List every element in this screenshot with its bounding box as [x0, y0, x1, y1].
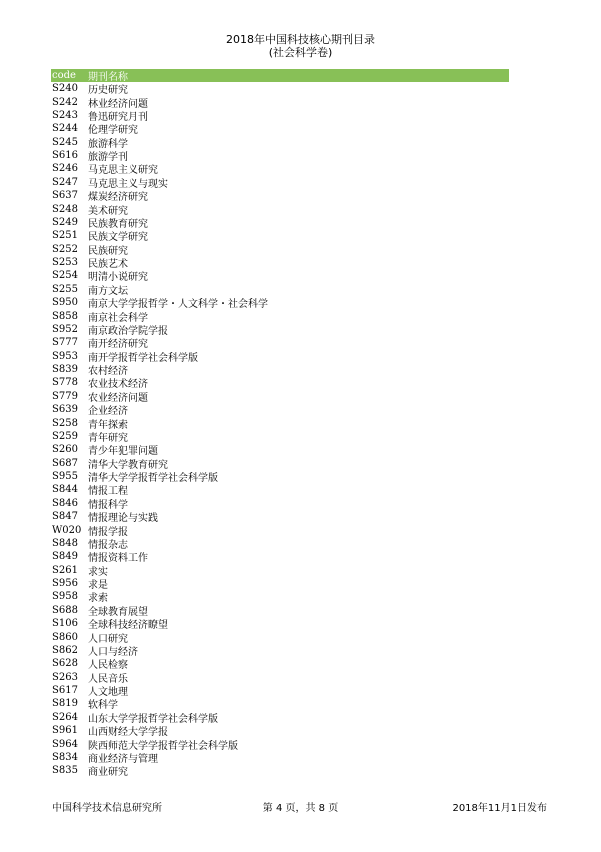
journal-name: 人民音乐: [88, 673, 128, 685]
journal-code: S258: [52, 417, 78, 429]
journal-name: 南京大学学报哲学・人文科学・社会科学: [88, 299, 268, 311]
journal-code: S844: [52, 484, 78, 496]
journal-name: 南方文坛: [88, 285, 128, 297]
journal-code: S255: [52, 283, 78, 295]
journal-name: 民族研究: [88, 245, 128, 257]
journal-name: 情报科学: [88, 499, 128, 511]
table-row: [51, 109, 509, 122]
table-row: [51, 523, 509, 536]
table-row: [51, 737, 509, 750]
table-row: [51, 336, 509, 349]
document-subtitle: (社会科学卷): [268, 46, 333, 59]
table-row: [51, 697, 509, 710]
table-row: [51, 269, 509, 282]
journal-name: 求是: [88, 580, 108, 592]
journal-name: 农业经济问题: [88, 392, 148, 404]
table-row: [51, 162, 509, 175]
journal-code: S242: [52, 96, 78, 108]
journal-code: S246: [52, 163, 78, 175]
table-row: [51, 617, 509, 630]
table-row: [51, 671, 509, 684]
table-row: [51, 229, 509, 242]
journal-code: S106: [52, 618, 78, 630]
journal-code: S247: [52, 176, 78, 188]
journal-name: 民族文学研究: [88, 232, 148, 244]
journal-code: S849: [52, 551, 78, 563]
journal-code: S958: [52, 591, 78, 603]
table-row: [51, 590, 509, 603]
table-row: [51, 430, 509, 443]
journal-name: 青年探索: [88, 419, 128, 431]
journal-code: S263: [52, 671, 78, 683]
table-row: [51, 309, 509, 322]
journal-code: S950: [52, 297, 78, 309]
journal-name: 人口与经济: [88, 646, 138, 658]
journal-code: S245: [52, 136, 78, 148]
journal-name: 情报学报: [88, 526, 128, 538]
table-row: [51, 416, 509, 429]
journal-code: S848: [52, 537, 78, 549]
journal-name: 全球教育展望: [88, 606, 148, 618]
journal-name: 陕西师范大学学报哲学社会科学版: [88, 740, 238, 752]
journal-name: 软科学: [88, 700, 118, 712]
journal-code: S637: [52, 190, 78, 202]
journal-code: S259: [52, 430, 78, 442]
journal-code: S260: [52, 444, 78, 456]
journal-name: 企业经济: [88, 406, 128, 418]
journal-code: S779: [52, 390, 78, 402]
journal-name: 美术研究: [88, 205, 128, 217]
journal-code: S628: [52, 658, 78, 670]
table-row: [51, 443, 509, 456]
journal-code: S240: [52, 83, 78, 95]
journal-name: 清华大学学报哲学社会科学版: [88, 473, 218, 485]
journal-code: S839: [52, 364, 78, 376]
journal-code: S860: [52, 631, 78, 643]
journal-name: 情报杂志: [88, 539, 128, 551]
journal-code: S858: [52, 310, 78, 322]
journal-code: S847: [52, 511, 78, 523]
footer-page-number: 第 4 页，共 8 页: [262, 803, 339, 814]
journal-name: 求索: [88, 593, 108, 605]
journal-code: S264: [52, 711, 78, 723]
journal-name: 情报工程: [88, 486, 128, 498]
journal-code: S778: [52, 377, 78, 389]
table-row: [51, 95, 509, 108]
table-row: [51, 684, 509, 697]
table-row: [51, 350, 509, 363]
journal-code: S834: [52, 751, 78, 763]
journal-code: S687: [52, 457, 78, 469]
table-row: [51, 483, 509, 496]
journal-code: S251: [52, 230, 78, 242]
journal-name: 明清小说研究: [88, 272, 148, 284]
table-row: [51, 390, 509, 403]
table-row: [51, 497, 509, 510]
journal-name: 南开经济研究: [88, 339, 148, 351]
table-row: [51, 283, 509, 296]
table-body: [51, 82, 509, 778]
journal-name: 伦理学研究: [88, 125, 138, 137]
journal-code: S616: [52, 150, 78, 162]
journal-name: 鲁迅研究月刊: [88, 111, 148, 123]
journal-code: S961: [52, 725, 78, 737]
table-row: [51, 149, 509, 162]
journal-code: S252: [52, 243, 78, 255]
journal-name: 农业技术经济: [88, 379, 148, 391]
journal-name: 人民检察: [88, 660, 128, 672]
journal-code: S956: [52, 578, 78, 590]
journal-code: S254: [52, 270, 78, 282]
journal-name: 旅游学刊: [88, 152, 128, 164]
table-header: [51, 69, 509, 82]
journal-name: 情报资料工作: [88, 553, 148, 565]
journal-name: 南京政治学院学报: [88, 325, 168, 337]
table-row: [51, 216, 509, 229]
journal-name: 商业研究: [88, 767, 128, 779]
journal-name: 农村经济: [88, 366, 128, 378]
table-row: [51, 176, 509, 189]
journal-code: S261: [52, 564, 78, 576]
journal-code: S253: [52, 257, 78, 269]
journal-name: 历史研究: [88, 85, 128, 97]
journal-name: 清华大学教育研究: [88, 459, 168, 471]
journal-code: S244: [52, 123, 78, 135]
journal-code: S688: [52, 604, 78, 616]
journal-table: [51, 69, 509, 778]
journal-code: S964: [52, 738, 78, 750]
journal-name: 青少年犯罪问题: [88, 446, 158, 458]
table-row: [51, 202, 509, 215]
journal-code: S846: [52, 497, 78, 509]
journal-code: S777: [52, 337, 78, 349]
journal-name: 人口研究: [88, 633, 128, 645]
journal-name: 山西财经大学学报: [88, 727, 168, 739]
journal-name: 求实: [88, 566, 108, 578]
journal-code: S819: [52, 698, 78, 710]
journal-name: 人文地理: [88, 687, 128, 699]
document-title: 2018年中国科技核心期刊目录: [226, 33, 375, 46]
table-row: [51, 296, 509, 309]
journal-name: 煤炭经济研究: [88, 192, 148, 204]
table-row: [51, 363, 509, 376]
table-row: [51, 189, 509, 202]
table-row: [51, 564, 509, 577]
table-row: [51, 510, 509, 523]
table-row: [51, 82, 509, 95]
journal-code: S952: [52, 323, 78, 335]
table-row: [51, 470, 509, 483]
journal-code: S248: [52, 203, 78, 215]
journal-name: 商业经济与管理: [88, 753, 158, 765]
table-row: [51, 323, 509, 336]
table-row: [51, 122, 509, 135]
journal-code: S249: [52, 216, 78, 228]
journal-code: S243: [52, 109, 78, 121]
table-row: [51, 256, 509, 269]
journal-name: 民族教育研究: [88, 218, 148, 230]
journal-code: S953: [52, 350, 78, 362]
journal-code: S617: [52, 685, 78, 697]
table-row: [51, 644, 509, 657]
journal-name: 马克思主义与现实: [88, 178, 168, 190]
table-row: [51, 136, 509, 149]
table-row: [51, 604, 509, 617]
journal-name: 山东大学学报哲学社会科学版: [88, 713, 218, 725]
journal-code: S639: [52, 404, 78, 416]
journal-name: 马克思主义研究: [88, 165, 158, 177]
footer-publish-date: 2018年11月1日发布: [452, 803, 547, 814]
table-row: [51, 550, 509, 563]
table-row: [51, 630, 509, 643]
table-row: [51, 457, 509, 470]
journal-name: 南京社会科学: [88, 312, 148, 324]
journal-name: 南开学报哲学社会科学版: [88, 352, 198, 364]
table-row: [51, 724, 509, 737]
column-header-name: 期刊名称: [88, 72, 128, 83]
journal-code: W020: [52, 524, 82, 536]
journal-code: S835: [52, 765, 78, 777]
table-row: [51, 764, 509, 777]
journal-name: 旅游科学: [88, 138, 128, 150]
table-row: [51, 403, 509, 416]
table-row: [51, 657, 509, 670]
table-row: [51, 243, 509, 256]
journal-name: 情报理论与实践: [88, 513, 158, 525]
footer-institute: 中国科学技术信息研究所: [52, 803, 162, 814]
table-row: [51, 577, 509, 590]
journal-name: 民族艺术: [88, 259, 128, 271]
journal-name: 林业经济问题: [88, 98, 148, 110]
table-row: [51, 751, 509, 764]
journal-code: S955: [52, 471, 78, 483]
journal-name: 全球科技经济瞭望: [88, 620, 168, 632]
column-header-code: code: [52, 70, 76, 81]
table-row: [51, 376, 509, 389]
table-row: [51, 711, 509, 724]
journal-code: S862: [52, 644, 78, 656]
journal-name: 青年研究: [88, 432, 128, 444]
table-row: [51, 537, 509, 550]
